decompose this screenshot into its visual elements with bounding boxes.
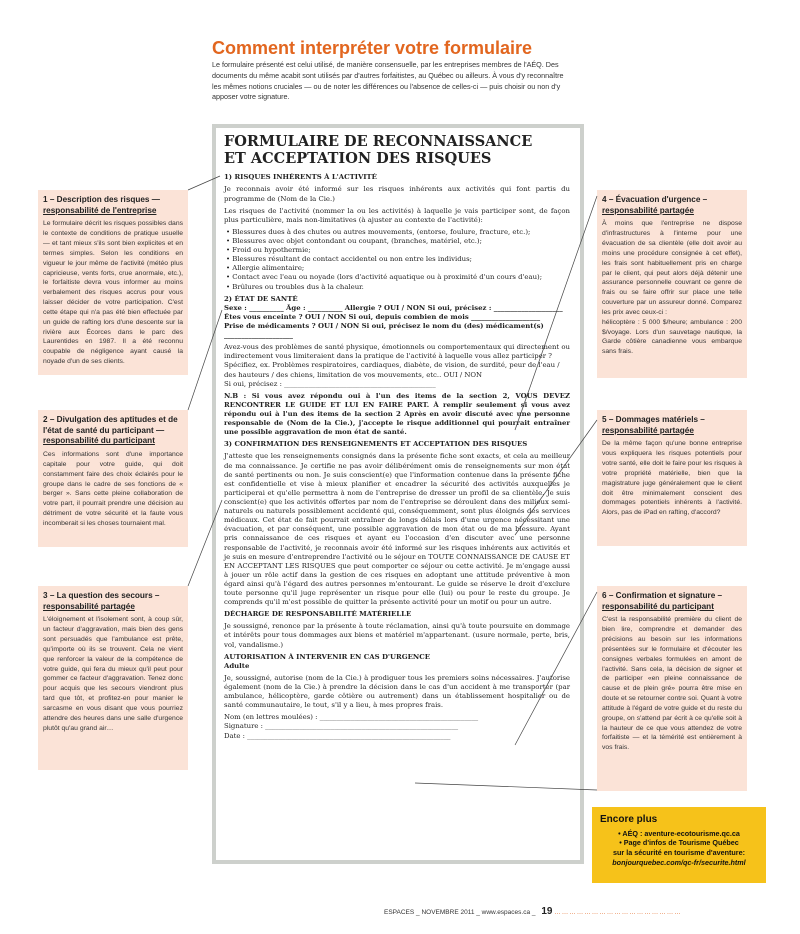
encore-tourisme-desc: sur la sécurité en tourisme d'aventure:: [613, 847, 745, 857]
note-text: De la même façon qu'une bonne entreprise vous expliquera les risques potentiels pour votre santé, elle doit le faire pour les risques à votre propriété matérielle, bien que la magistrature juge généralement que le client doit être minimalement conscient des dommages potentiels inhérents à l'activité. Alors, pas de iPad en rafting, d'accord?: [602, 440, 742, 517]
note-title: 1 – Description des risques — responsabilité de l'entreprise: [43, 195, 160, 215]
health-line-medication: Prise de médicaments ? OUI / NON Si oui, précisez le nom du (des) médicament(s) ____________________: [224, 321, 544, 340]
authorization-subtitle: Adulte: [224, 661, 250, 670]
risk-item: • Contact avec l'eau ou noyade (lors d'activité aquatique ou à proximité d'un cours d'eau);: [226, 273, 570, 282]
article-title: Comment interpréter votre formulaire: [212, 38, 533, 58]
note-title: 4 – Évacuation d'urgence – responsabilité partagée: [602, 195, 708, 215]
note-text: L'éloignement et l'isolement sont, à coup sûr, un facteur d'aggravation, mais bien des gens sont persuadés que l'ambulance est prête, qu'importe où ils se trouvent. Cela ne vient que renforcer la valeur de la compétence de votre guide, qui fera du mieux qu'il peut pour gommer ce facteur d'aggravation. Tenez donc pour acquis que les secours viendront plus tard que tôt, et profitez-en pour manier le sarcasme en vous disant que vous pourriez attendre des heures dans une salle d'urgence plutôt qu'au grand air…: [43, 616, 183, 732]
note-prices: hélicoptère : 5 000 $/heure; ambulance : 200 $/voyage. Lors d'un sauvetage nautique, la Garde côtière canadienne vous embarque sans frais.: [602, 318, 742, 356]
note-text: Le formulaire décrit les risques possibles dans le contexte de conditions de pratique usuelle — et tant mieux s'ils sont bien explicites et en termes simples. Selon les conditions en vigueur le jour même de l'activité (météo plus capricieuse, vents forts, crue anormale, etc.), le forfaitiste devra vous informer au moins verbalement des risques accrus pour vous laisser décider de votre participation. C'est cette étape qui n'a pas été bien effectuée par un guide de rafting lors d'une descente sur la rivière aux Écorces dans le parc des Laurentides en 1987. Il a été reconnu coupable de négligence ayant causé la noyade d'un de ses clients.: [43, 220, 183, 366]
encore-plus-box: [592, 807, 766, 883]
health-line-pregnant: Êtes vous enceinte ? OUI / NON Si oui, depuis combien de mois ____________________: [224, 312, 541, 321]
article-intro: Le formulaire présenté est celui utilisé, de manière consensuelle, par les entreprises membres de l'AÉQ. Des documents du même acabit sont utilisés par d'autres forfaitistes, au Québec ou ailleurs. À vous d'y reconnaître les mêmes notions cruciales — ou de noter les différences ou l'absence de celles-ci — puis choisir ou non d'y apposer votre signature.: [212, 60, 564, 102]
section-3-title: 3) CONFIRMATION DES RENSEIGNEMENTS ET ACCEPTATION DES RISQUES: [224, 440, 528, 449]
note-text: C'est la responsabilité première du client de bien lire, comprendre et demander des précisions au besoin sur les informations présentées sur le formulaire et d'écouter les consignes verbales formulées en amont de l'activité. Sans cela, la décision de signer et de participer «en pleine connaissance de cause et de plein gré» pourra être mise en doute et se retourner contre soi. Quant à votre attitude à l'égard de votre guide et du reste du groupe, on s'attend par écrit à ce qu'elle soit à la hauteur de ce que vous attendez de votre forfaitiste — et la témérité est entièrement à vos frais.: [602, 616, 742, 752]
signature-name-line: Nom (en lettres moulées) : ______________________________________________: [224, 713, 479, 722]
risk-list: [226, 228, 570, 292]
note-text: À moins que l'entreprise ne dispose d'infrastructures à l'interne pour une évacuation de sa clientèle (elle doit avoir au moins une procédure consignée à cet effet), les frais sont habituellement pris en charge par le client, qui peut alors déjà détenir une assurance personnelle couvrant ce genre de frais ou se faire offrir sur place une telle couverture par un assureur donné. Comparez les prix avec ceux-ci :: [602, 220, 742, 316]
note-6-signature: [597, 586, 747, 791]
risk-item: • Blessures avec objet contondant ou coupant, (branches, matériel, etc.);: [226, 237, 570, 246]
authorization-text: Je, soussigné, autorise (nom de la Cie.) à prodiguer tous les premiers soins nécessaires. J'autorise également (nom de la Cie.) à prendre la décision dans le cas d'un accident à me transporter (par ambulance, hélicoptère, garde côtière ou autrement) dans un établissement hospitalier ou de santé communautaire, le tout, s'il y a lieu, à mes propres frais.: [224, 673, 570, 710]
nota-bene: N.B : Si vous avez répondu oui à l'un des items de la section 2, VOUS DEVEZ RENCONTRER LE GUIDE ET LUI EN FAIRE PART. À remplir seulement si vous avez répondu oui à l'un des items de la section 2 Après en avoir discuté avec une personne responsable de (Nom de la Cie.), j'accepte le risque additionnel qui pourrait entraîner une possible aggravation de mon état de santé.: [224, 391, 570, 437]
section-3-text: J'atteste que les renseignements consignés dans la présente fiche sont exacts, et cela au meilleur de ma connaissance. Je certifie ne pas avoir délibérément omis de renseignements sur mon état de santé pertinents ou non. Je suis conscient(e) que l'information contenue dans la présente fiche est confidentielle et vise à mieux planifier et encadrer la sécurité des activités auxquelles je participerai et qu'elle permettra à nom de l'entreprise de dresser un profil de sa clientèle. Je suis conscient(e) que les activités offertes par nom de l'entreprise se déroulent dans des milieux semi-naturels ou naturels possiblement accidenté qui, conséquemment, sont plus éloignés des services médicaux. Cet état de fait pourrait entraîner de longs délais lors d'une urgence nécessitant une évacuation, et par conséquent, une possible aggravation de mon état ou de ma blessure. Ayant pris connaissance de ces risques et ayant eu l'occasion d'en discuter avec une personne responsable de l'activité, je reconnais avoir été informé sur les risques inhérents aux activités et je suis en mesure d'entreprendre l'activité ou le séjour en TOUTE CONNAISSANCE DE CAUSE ET EN ACCEPTANT LES RISQUES que peut comporter ce séjour ou cette activité. Je m'engage aussi à jouer un rôle actif dans la gestion de ces risques en adoptant une attitude préventive à mon égard ainsi qu'à l'égard des autres personnes m'entourant. Le guide se réserve le droit d'exclure toute personne qu'il juge représenter un risque pour elle (lui) ou pour le reste du groupe. Je comprends qu'il m'est possible de quitter la présente activité pour un motif ou pour un autre.: [224, 452, 570, 607]
risk-form: [212, 124, 584, 864]
risk-item: • Brûlures ou troubles dus à la chaleur.: [226, 283, 570, 292]
section-1-risks-intro: Les risques de l'activité (nommer la ou les activités) à laquelle je vais participer sont, de façon plus particulière, mais non-limitatives (à ajuster au contexte de l'activité):: [224, 206, 570, 224]
page-footer: [384, 906, 682, 917]
authorization-title: AUTORISATION À INTERVENIR EN CAS D'URGENCE: [224, 652, 430, 661]
footer-text: ESPACES _ NOVEMBRE 2011 _ www.espaces.ca _: [384, 909, 536, 916]
discharge-title: DÉCHARGE DE RESPONSABILITÉ MATÉRIELLE: [224, 610, 412, 619]
form-title: [224, 134, 570, 167]
risk-item: • Froid ou hypothermie;: [226, 246, 570, 255]
section-1-title: 1) RISQUES INHÉRENTS À L'ACTIVITÉ: [224, 173, 377, 182]
risk-item: • Blessures résultant de contact accidentel ou non entre les individus;: [226, 255, 570, 264]
footer-dots: ……………………………………………: [554, 909, 682, 916]
discharge-text: Je soussigné, renonce par la présente à toute réclamation, ainsi qu'à toute poursuite en dommage et intérêts pour tous dommages aux biens et matériel m'appartenant. (usure normale, perte, bris, vol, vandalisme.): [224, 622, 570, 649]
note-4-evacuation: [597, 190, 747, 378]
encore-link-tourisme[interactable]: bonjourquebec.com/qc-fr/securite.html: [612, 857, 746, 867]
note-5-material-damage: [597, 410, 747, 546]
encore-link-aeq[interactable]: • AÉQ : aventure-ecotourisme.qc.ca: [618, 828, 740, 838]
encore-tourisme-label: • Page d'infos de Tourisme Québec: [619, 838, 739, 848]
form-title-line-2: ET ACCEPTATION DES RISQUES: [224, 149, 492, 167]
health-line-sex-age: Sexe : __________ Âge : __________ Allergie ? OUI / NON Si oui, précisez : ____________________: [224, 303, 563, 312]
health-precise: Si oui, précisez : ____________________________________________: [224, 379, 436, 388]
risk-item: • Allergie alimentaire;: [226, 264, 570, 273]
signature-date-line: Date : ___________________________________________________________: [224, 731, 451, 740]
health-specify: Spécifiez, ex. Problèmes respiratoires, cardiaques, diabète, de vision, de surdité, peur de l'eau / des hauteurs / des chiens, limitation de vos mouvements, etc.. OUI / NON: [224, 361, 560, 379]
section-1-intro: Je reconnais avoir été informé sur les risques inhérents aux activités qui font partis du programme de (Nom de la Cie.): [224, 185, 570, 203]
note-2-health-disclosure: [38, 410, 188, 547]
note-title: 5 – Dommages matériels – responsabilité partagée: [602, 415, 705, 435]
encore-title: Encore plus: [600, 814, 658, 825]
note-title: 6 – Confirmation et signature – responsabilité du participant: [602, 591, 723, 611]
risk-item: • Blessures dues à des chutes ou autres mouvements, (entorse, foulure, fracture, etc.);: [226, 228, 570, 237]
page-number: 19: [541, 906, 553, 917]
note-3-rescue: [38, 586, 188, 770]
note-1-risk-description: [38, 190, 188, 375]
form-title-line-1: FORMULAIRE DE RECONNAISSANCE: [224, 133, 533, 150]
section-2-title: 2) ÉTAT DE SANTÉ: [224, 294, 298, 303]
note-title: 2 – Divulgation des aptitudes et de l'état de santé du participant — responsabilité du participant: [43, 415, 178, 446]
health-question: Avez-vous des problèmes de santé physique, émotionnels ou comportementaux qui directement ou indirectement vous limiteraient dans la pratique de l'activité à laquelle vous allez participer ?: [224, 343, 570, 361]
note-text: Ces informations sont d'une importance capitale pour votre guide, qui doit constamment faire des choix éclairés pour le groupe dans le cadre de ses fonctions de « berger ». Sans cette pleine collaboration de votre part, il pourrait prendre une décision au détriment de votre sécurité et la faute vous incomberait si les choses tournaient mal.: [43, 450, 183, 527]
note-title: 3 – La question des secours – responsabilité partagée: [43, 591, 160, 611]
signature-line: Signature : ________________________________________________________: [224, 722, 459, 731]
